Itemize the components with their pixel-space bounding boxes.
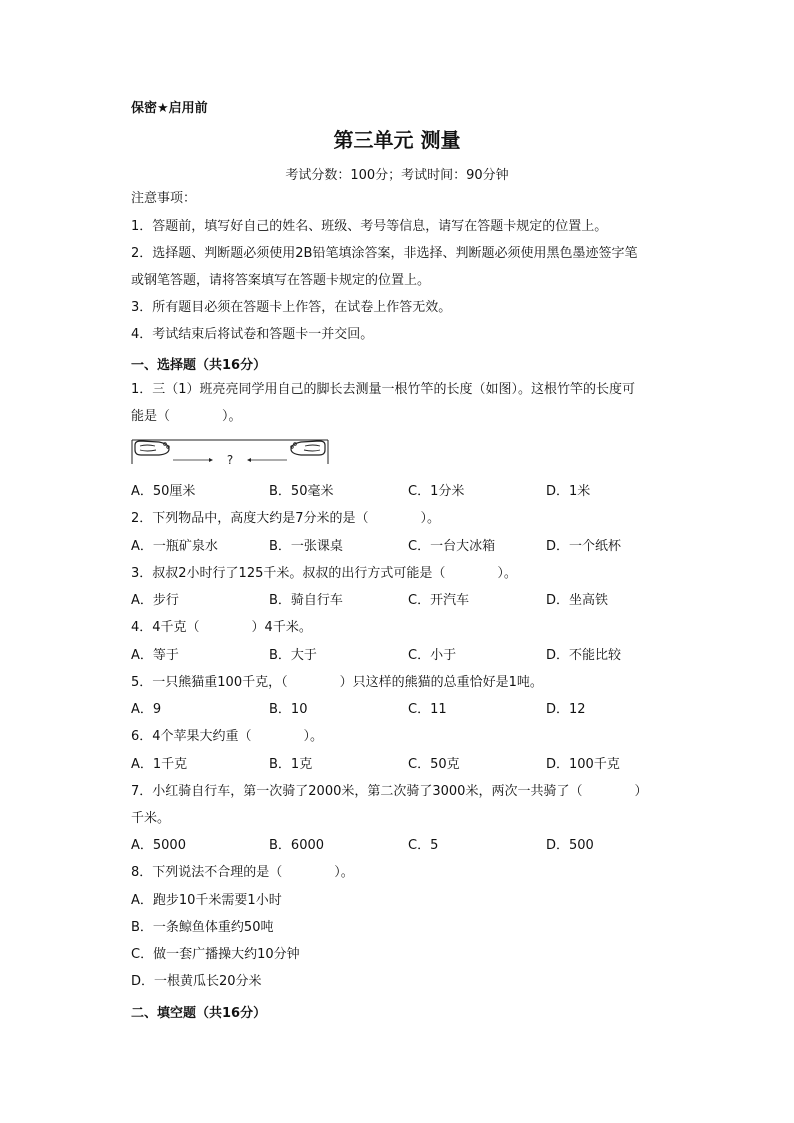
option-b: B．一条鲸鱼体重约50吨	[131, 920, 274, 935]
measure-arrowhead	[209, 458, 213, 462]
option-c: C．5	[408, 838, 439, 853]
option-d: D．坐高铁	[546, 593, 609, 608]
option-d: D．一个纸杯	[546, 539, 622, 554]
question-text: 6．4个苹果大约重（ ）。	[131, 729, 324, 744]
question-text: 1．三（1）班亮亮同学用自己的脚长去测量一根竹竿的长度（如图）。这根竹竿的长度可	[131, 382, 636, 397]
option-c: C．小于	[408, 648, 457, 663]
note-item: 3．所有题目必须在答题卡上作答，在试卷上作答无效。	[131, 300, 452, 315]
exam-info: 考试分数：100分；考试时间：90分钟	[285, 168, 509, 183]
option-d: D．100千克	[546, 757, 620, 772]
note-item: 或钢笔答题，请将答案填写在答题卡规定的位置上。	[131, 273, 431, 288]
option-b: B．1克	[269, 757, 313, 772]
option-a: A．一瓶矿泉水	[131, 539, 218, 554]
question-text: 8．下列说法不合理的是（ ）。	[131, 865, 354, 880]
option-a: A．1千克	[131, 757, 188, 772]
question-text: 4．4千克（ ）4千米。	[131, 620, 312, 635]
question-text: 5．一只熊猫重100千克，（ ）只这样的熊猫的总重恰好是1吨。	[131, 675, 543, 690]
confidential-label: 保密★启用前	[131, 101, 208, 116]
option-c: C．开汽车	[408, 593, 470, 608]
option-a: A．跑步10千米需要1小时	[131, 893, 282, 908]
option-d: D．12	[546, 702, 586, 717]
footprint-icon	[135, 441, 169, 455]
footprint-icon	[291, 441, 325, 455]
option-d: D．一根黄瓜长20分米	[131, 974, 262, 989]
question-text: 3．叔叔2小时行了125千米。叔叔的出行方式可能是（ ）。	[131, 566, 517, 581]
option-b: B．10	[269, 702, 308, 717]
option-d: D．不能比较	[546, 648, 622, 663]
question-text: 千米。	[131, 811, 171, 826]
note-item: 2．选择题、判断题必须使用2B铅笔填涂答案，非选择、判断题必须使用黑色墨迹签字笔	[131, 246, 638, 261]
question-text: 2．下列物品中，高度大约是7分米的是（ ）。	[131, 511, 441, 526]
option-c: C．50克	[408, 757, 460, 772]
section-heading-choice: 一、选择题（共16分）	[131, 358, 267, 373]
note-item: 4．考试结束后将试卷和答题卡一并交回。	[131, 327, 374, 342]
option-b: B．50毫米	[269, 484, 334, 499]
page-title: 第三单元 测量	[333, 128, 461, 152]
option-b: B．6000	[269, 838, 325, 853]
option-c: C．1分米	[408, 484, 465, 499]
measure-arrowhead	[247, 458, 251, 462]
option-a: A．9	[131, 702, 162, 717]
option-b: B．骑自行车	[269, 593, 343, 608]
question-text: 7．小红骑自行车，第一次骑了2000米，第二次骑了3000米，两次一共骑了（ ）	[131, 784, 648, 799]
section-heading-fill: 二、填空题（共16分）	[131, 1006, 267, 1021]
question-text: 能是（ ）。	[131, 409, 242, 424]
bamboo-footprint-figure	[131, 436, 329, 466]
notes-heading: 注意事项：	[131, 191, 197, 206]
option-c: C．11	[408, 702, 447, 717]
option-a: A．等于	[131, 648, 179, 663]
option-a: A．5000	[131, 838, 186, 853]
note-item: 1．答题前，填写好自己的姓名、班级、考号等信息，请写在答题卡规定的位置上。	[131, 219, 608, 234]
option-c: C．一台大冰箱	[408, 539, 496, 554]
option-a: A．50厘米	[131, 484, 196, 499]
unknown-length-label: ?	[226, 453, 234, 466]
option-c: C．做一套广播操大约10分钟	[131, 947, 300, 962]
option-a: A．步行	[131, 593, 179, 608]
option-d: D．500	[546, 838, 594, 853]
option-b: B．一张课桌	[269, 539, 343, 554]
option-d: D．1米	[546, 484, 591, 499]
option-b: B．大于	[269, 648, 317, 663]
